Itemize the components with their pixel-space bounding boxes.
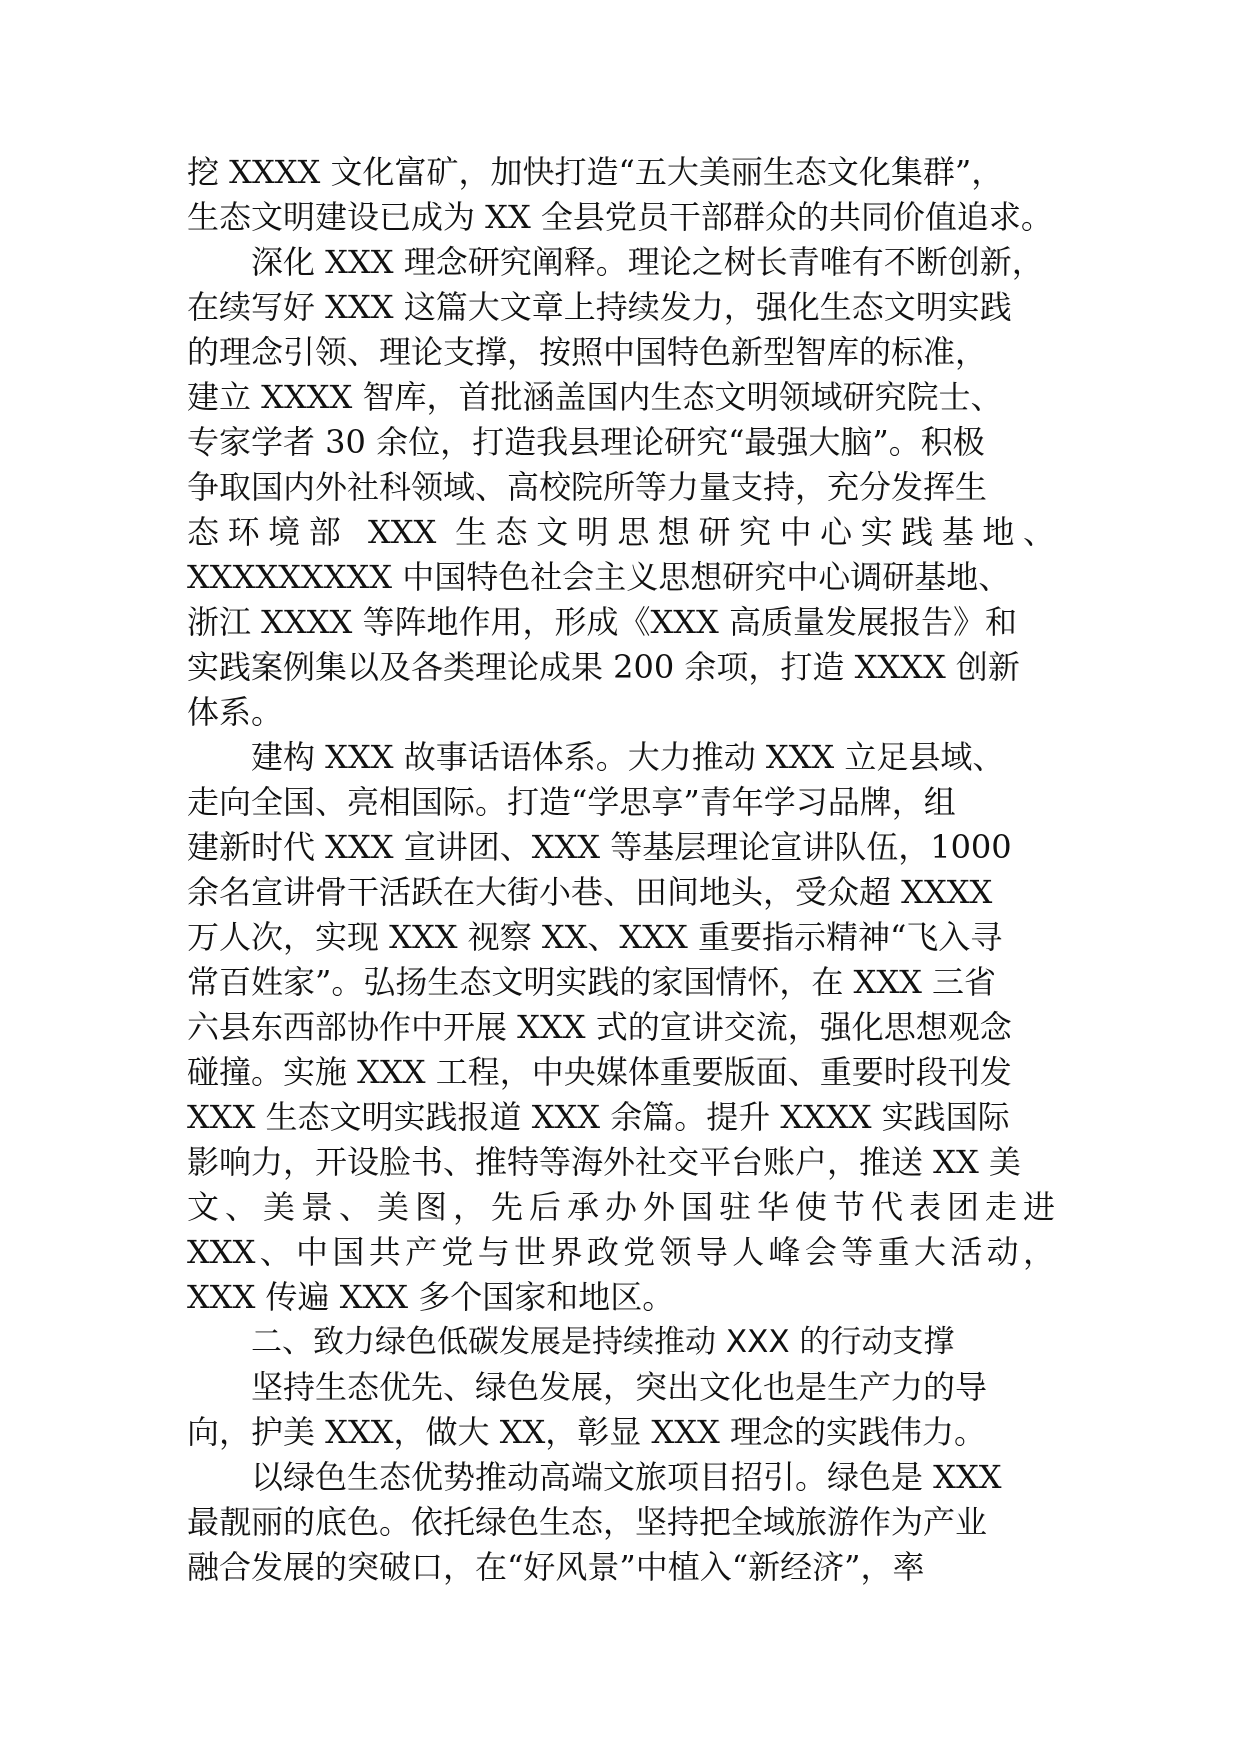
text-line: 碰撞。实施 XXX 工程，中央媒体重要版面、重要时段刊发: [187, 1053, 1012, 1091]
text-line: 向，护美 XXX，做大 XX，彰显 XXX 理念的实践伟力。: [187, 1413, 986, 1451]
text-line: 走向全国、亮相国际。打造“学思享”青年学习品牌，组: [187, 783, 956, 821]
paragraph-lead-line: 坚持生态优先、绿色发展，突出文化也是生产力的导: [251, 1368, 988, 1406]
paragraph-lead-line: 深化 XXX 理念研究阐释。理论之树长青唯有不断创新，: [251, 243, 1044, 281]
text-line: 的理念引领、理论支撑，按照中国特色新型智库的标准，: [187, 333, 988, 371]
text-line: 生态文明建设已成为 XX 全县党员干部群众的共同价值追求。: [187, 198, 1053, 236]
text-line: 实践案例集以及各类理论成果 200 余项，打造 XXXX 创新: [187, 648, 1020, 686]
text-line: 体系。: [187, 693, 284, 731]
body-text: [187, 150, 1055, 1590]
text-line: 浙江 XXXX 等阵地作用，形成《XXX 高质量发展报告》和: [187, 603, 1017, 641]
text-line: 建立 XXXX 智库，首批涵盖国内生态文明领域研究院士、: [187, 378, 1003, 416]
text-line: 影响力，开设脸书、推特等海外社交平台账户，推送 XX 美: [187, 1143, 1021, 1181]
paragraph-lead-line: 建构 XXX 故事话语体系。大力推动 XXX 立足县域、: [251, 738, 1005, 776]
text-line: 万人次，实现 XXX 视察 XX、XXX 重要指示精神“飞入寻: [187, 918, 1003, 956]
text-line: XXX 传遍 XXX 多个国家和地区。: [187, 1278, 675, 1316]
text-line: 态环境部 XXX 生态文明思想研究中心实践基地、: [187, 513, 1055, 551]
text-line: 余名宣讲骨干活跃在大街小巷、田间地头，受众超 XXXX: [187, 873, 993, 911]
text-line: 建新时代 XXX 宣讲团、XXX 等基层理论宣讲队伍，1000: [187, 828, 1012, 866]
text-line: 常百姓家”。弘扬生态文明实践的家国情怀，在 XXX 三省: [187, 963, 997, 1001]
text-line: 在续写好 XXX 这篇大文章上持续发力，强化生态文明实践: [187, 288, 1012, 326]
text-line: 文、美景、美图，先后承办外国驻华使节代表团走进: [187, 1188, 1055, 1226]
text-line: 融合发展的突破口，在“好风景”中植入“新经济”，率: [187, 1548, 925, 1586]
text-line: XXX、中国共产党与世界政党领导人峰会等重大活动，: [187, 1233, 1055, 1271]
text-line: XXX 生态文明实践报道 XXX 余篇。提升 XXXX 实践国际: [187, 1098, 1010, 1136]
text-line: 挖 XXXX 文化富矿，加快打造“五大美丽生态文化集群”，: [187, 153, 1004, 191]
text-line: 专家学者 30 余位，打造我县理论研究“最强大脑”。积极: [187, 423, 985, 461]
text-line: 六县东西部协作中开展 XXX 式的宣讲交流，强化思想观念: [187, 1008, 1012, 1046]
text-line: 最靓丽的底色。依托绿色生态，坚持把全域旅游作为产业: [187, 1503, 988, 1541]
section-heading: 二、致力绿色低碳发展是持续推动 XXX 的行动支撑: [251, 1324, 955, 1360]
text-line: XXXXXXXXX 中国特色社会主义思想研究中心调研基地、: [187, 558, 1011, 596]
paragraph-lead-line: 以绿色生态优势推动高端文旅项目招引。绿色是 XXX: [251, 1458, 1002, 1496]
text-line: 争取国内外社科领域、高校院所等力量支持，充分发挥生: [187, 468, 988, 506]
